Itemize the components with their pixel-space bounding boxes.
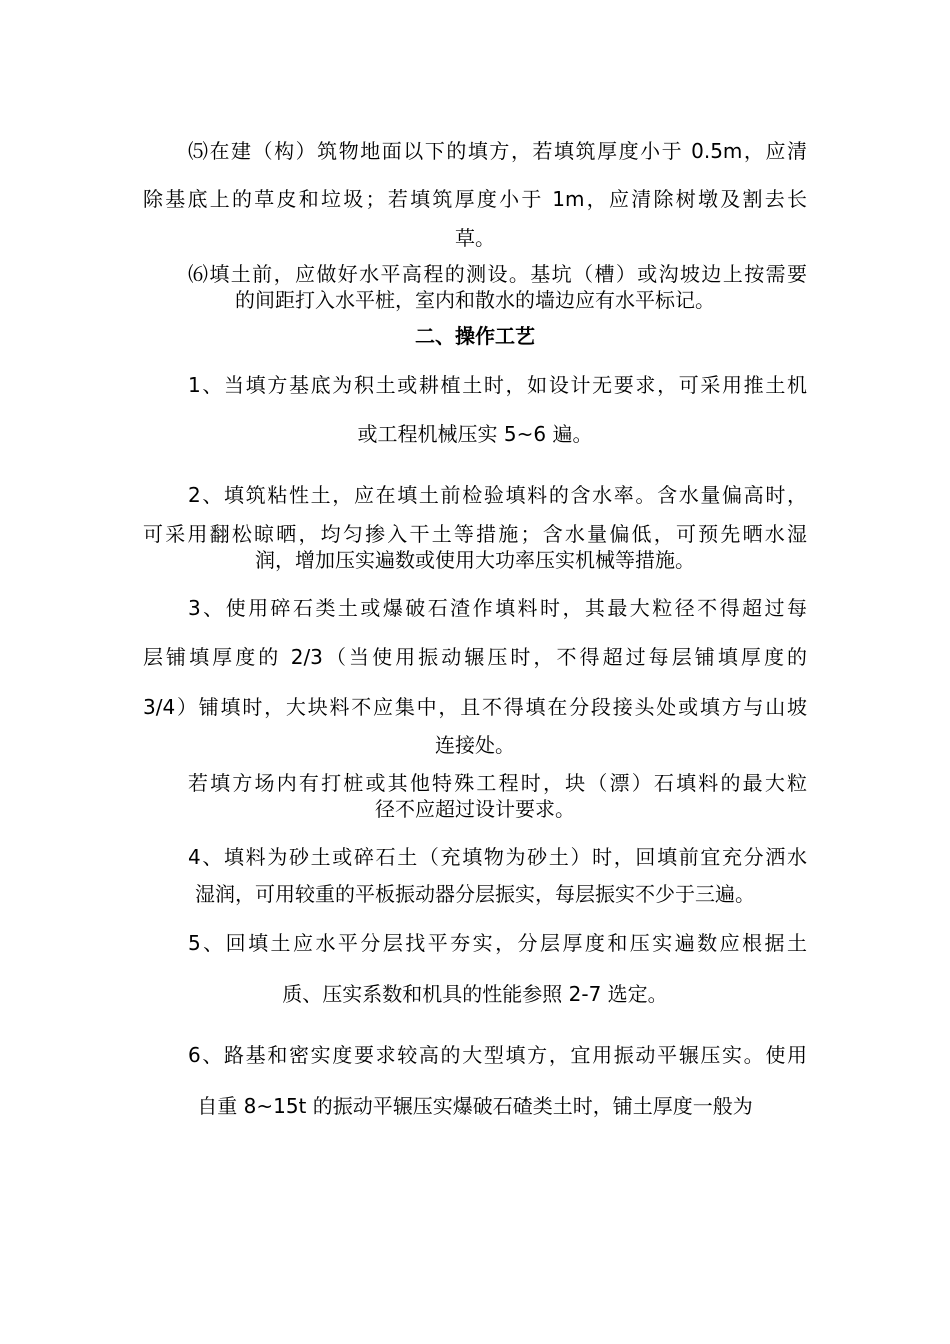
text-line-9: 可采用翻松晾晒，均匀掺入干土等措施；含水量偏低，可预先晒水湿 [143,522,807,546]
text-line-15: 若填方场内有打桩或其他特殊工程时，块（漂）石填料的最大粒 [188,771,807,795]
text-line-5: 的间距打入水平桩，室内和散水的墙边应有水平标记。 [235,288,715,312]
text-line-19: 5、回填土应水平分层找平夯实，分层厚度和压实遍数应根据土 [188,931,807,955]
text-line-14: 连接处。 [435,733,515,757]
text-line-3: 草。 [455,226,495,250]
text-line-8: 2、填筑粘性土，应在填土前检验填料的含水率。含水量偏高时， [188,483,807,507]
text-line-10: 润，增加压实遍数或使用大功率压实机械等措施。 [255,548,695,572]
text-line-7: 或工程机械压实 5~6 遍。 [357,422,593,446]
text-line-2: 除基底上的草皮和垃圾；若填筑厚度小于 1m，应清除树墩及割去长 [143,187,807,211]
text-line-16: 径不应超过设计要求。 [375,797,575,821]
text-line-11: 3、使用碎石类土或爆破石渣作填料时，其最大粒径不得超过每 [188,596,807,620]
text-line-22: 自重 8~15t 的振动平辗压实爆破石碴类土时，铺土厚度一般为 [197,1094,753,1118]
section-heading: 二、操作工艺 [415,324,535,348]
text-line-1: ⑸在建（构）筑物地面以下的填方，若填筑厚度小于 0.5m，应清 [188,139,807,163]
text-line-12: 层铺填厚度的 2/3（当使用振动辗压时，不得超过每层铺填厚度的 [143,645,807,669]
text-line-17: 4、填料为砂土或碎石土（充填物为砂土）时，回填前宜充分洒水 [188,845,807,869]
text-line-6: 1、当填方基底为积土或耕植土时，如设计无要求，可采用推土机 [188,373,807,397]
text-line-13: 3/4）铺填时，大块料不应集中，且不得填在分段接头处或填方与山坡 [143,695,807,719]
text-line-18: 湿润，可用较重的平板振动器分层振实，每层振实不少于三遍。 [195,882,755,906]
text-line-21: 6、路基和密实度要求较高的大型填方，宜用振动平辗压实。使用 [188,1043,807,1067]
text-line-20: 质、压实系数和机具的性能参照 2-7 选定。 [282,982,668,1006]
text-line-4: ⑹填土前，应做好水平高程的测设。基坑（槽）或沟坡边上按需要 [188,262,807,286]
